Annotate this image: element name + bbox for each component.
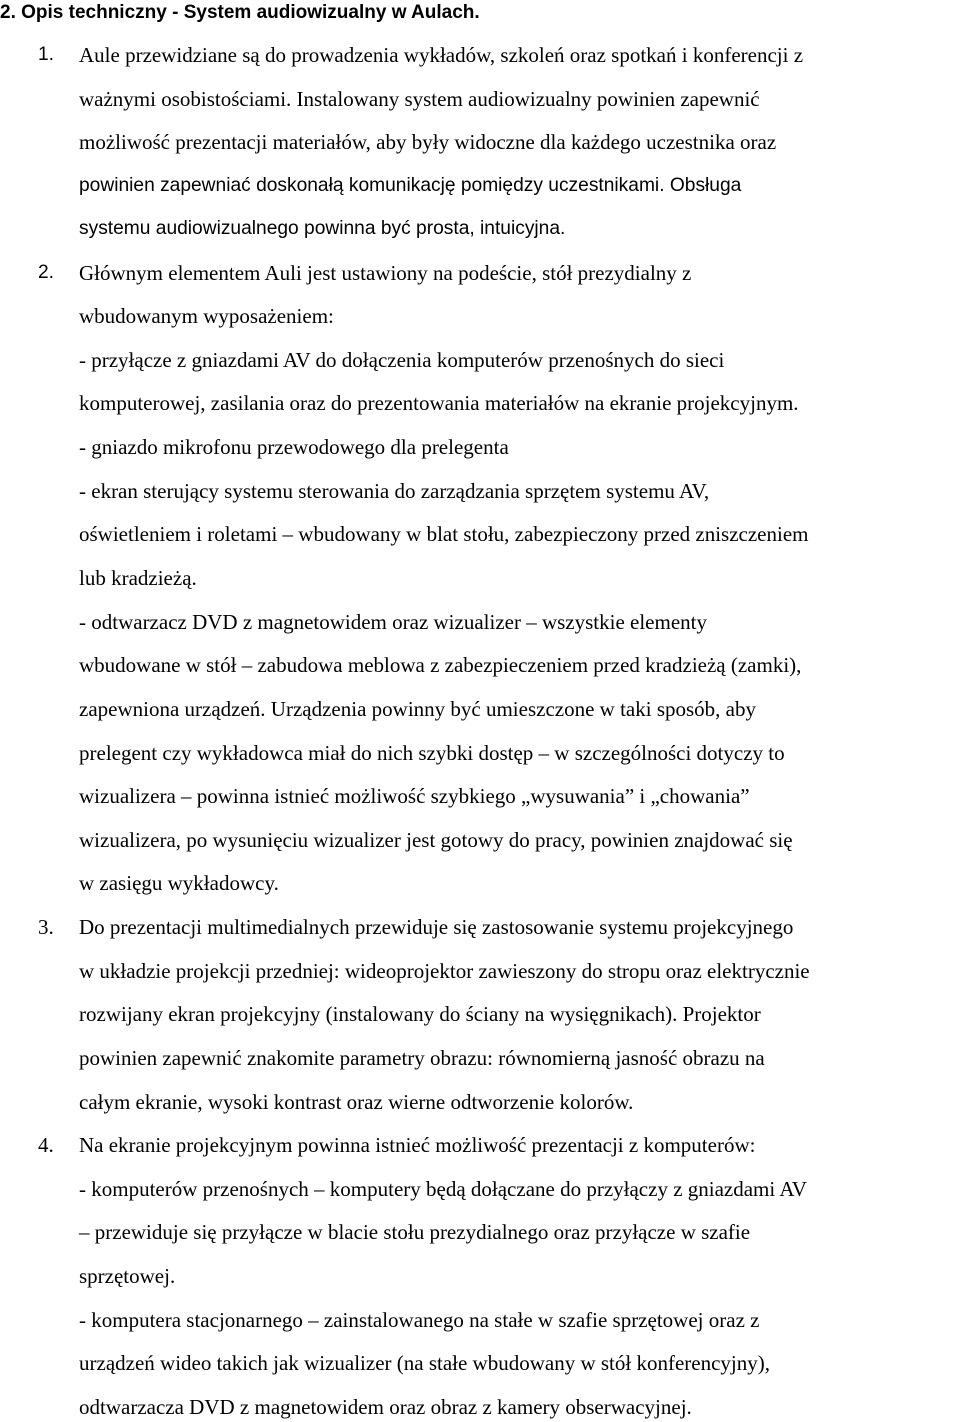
text-line: wizualizera – powinna istnieć możliwość szybkiego „wysuwania” i „chowania” — [79, 784, 750, 808]
text-line: - komputerów przenośnych – komputery będą dołączane do przyłączy z gniazdami AV — [79, 1177, 807, 1201]
text-line: ważnymi osobistościami. Instalowany system audiowizualny powinien zapewnić — [79, 87, 760, 111]
text-line: oświetleniem i roletami – wbudowany w blat stołu, zabezpieczony przed zniszczeniem — [79, 522, 809, 546]
text-line: powinien zapewnić znakomite parametry obrazu: równomierną jasność obrazu na — [79, 1046, 765, 1070]
section-number: 1. — [38, 44, 55, 65]
text-line: odtwarzacza DVD z magnetowidem oraz obraz z kamery obserwacyjnej. — [79, 1395, 692, 1419]
text-line: Aule przewidziane są do prowadzenia wykładów, szkoleń oraz spotkań i konferencji z — [79, 43, 804, 67]
text-line: Na ekranie projekcyjnym powinna istnieć możliwość prezentacji z komputerów: — [79, 1133, 756, 1157]
text-line: wbudowanym wyposażeniem: — [79, 304, 334, 328]
text-line: urządzeń wideo takich jak wizualizer (na stałe wbudowany w stół konferencyjny), — [79, 1351, 770, 1375]
section-number: 4. — [38, 1133, 54, 1157]
text-line: systemu audiowizualnego powinna być prosta, intuicyjna. — [79, 218, 566, 239]
text-line: w układzie projekcji przedniej: wideoprojektor zawieszony do stropu oraz elektrycznie — [79, 959, 810, 983]
text-line: lub kradzieżą. — [79, 566, 197, 590]
text-line: wbudowane w stół – zabudowa meblowa z zabezpieczeniem przed kradzieżą (zamki), — [79, 653, 802, 677]
text-line: w zasięgu wykładowcy. — [79, 871, 279, 895]
text-line: rozwijany ekran projekcyjny (instalowany do ściany na wysięgnikach). Projektor — [79, 1002, 761, 1026]
text-line: - przyłącze z gniazdami AV do dołączenia komputerów przenośnych do sieci — [79, 348, 725, 372]
text-line: zapewniona urządzeń. Urządzenia powinny być umieszczone w taki sposób, aby — [79, 697, 756, 721]
text-line: - komputera stacjonarnego – zainstalowanego na stałe w szafie sprzętowej oraz z — [79, 1308, 760, 1332]
text-line: - gniazdo mikrofonu przewodowego dla prelegenta — [79, 435, 509, 459]
text-line: wizualizera, po wysunięciu wizualizer jest gotowy do pracy, powinien znajdować się — [79, 828, 793, 852]
text-line: powinien zapewniać doskonałą komunikację pomiędzy uczestnikami. Obsługa — [79, 175, 742, 196]
section-number: 3. — [38, 915, 54, 939]
section-number: 2. — [38, 262, 55, 283]
text-line: sprzętowej. — [79, 1264, 176, 1288]
text-line: Do prezentacji multimedialnych przewiduje się zastosowanie systemu projekcyjnego — [79, 915, 794, 939]
text-line: komputerowej, zasilania oraz do prezentowania materiałów na ekranie projekcyjnym. — [79, 391, 799, 415]
text-line: możliwość prezentacji materiałów, aby były widoczne dla każdego uczestnika oraz — [79, 130, 777, 154]
text-line: prelegent czy wykładowca miał do nich szybki dostęp – w szczególności dotyczy to — [79, 741, 785, 765]
text-line: – przewiduje się przyłącze w blacie stołu prezydialnego oraz przyłącze w szafie — [79, 1220, 751, 1244]
text-line: Głównym elementem Auli jest ustawiony na podeście, stół prezydialny z — [79, 261, 692, 285]
text-line: - ekran sterujący systemu sterowania do zarządzania sprzętem systemu AV, — [79, 479, 710, 503]
text-line: całym ekranie, wysoki kontrast oraz wierne odtworzenie kolorów. — [79, 1090, 634, 1114]
text-line: - odtwarzacz DVD z magnetowidem oraz wizualizer – wszystkie elementy — [79, 610, 707, 634]
document-heading: 2. Opis techniczny - System audiowizualny w Aulach. — [0, 2, 480, 23]
